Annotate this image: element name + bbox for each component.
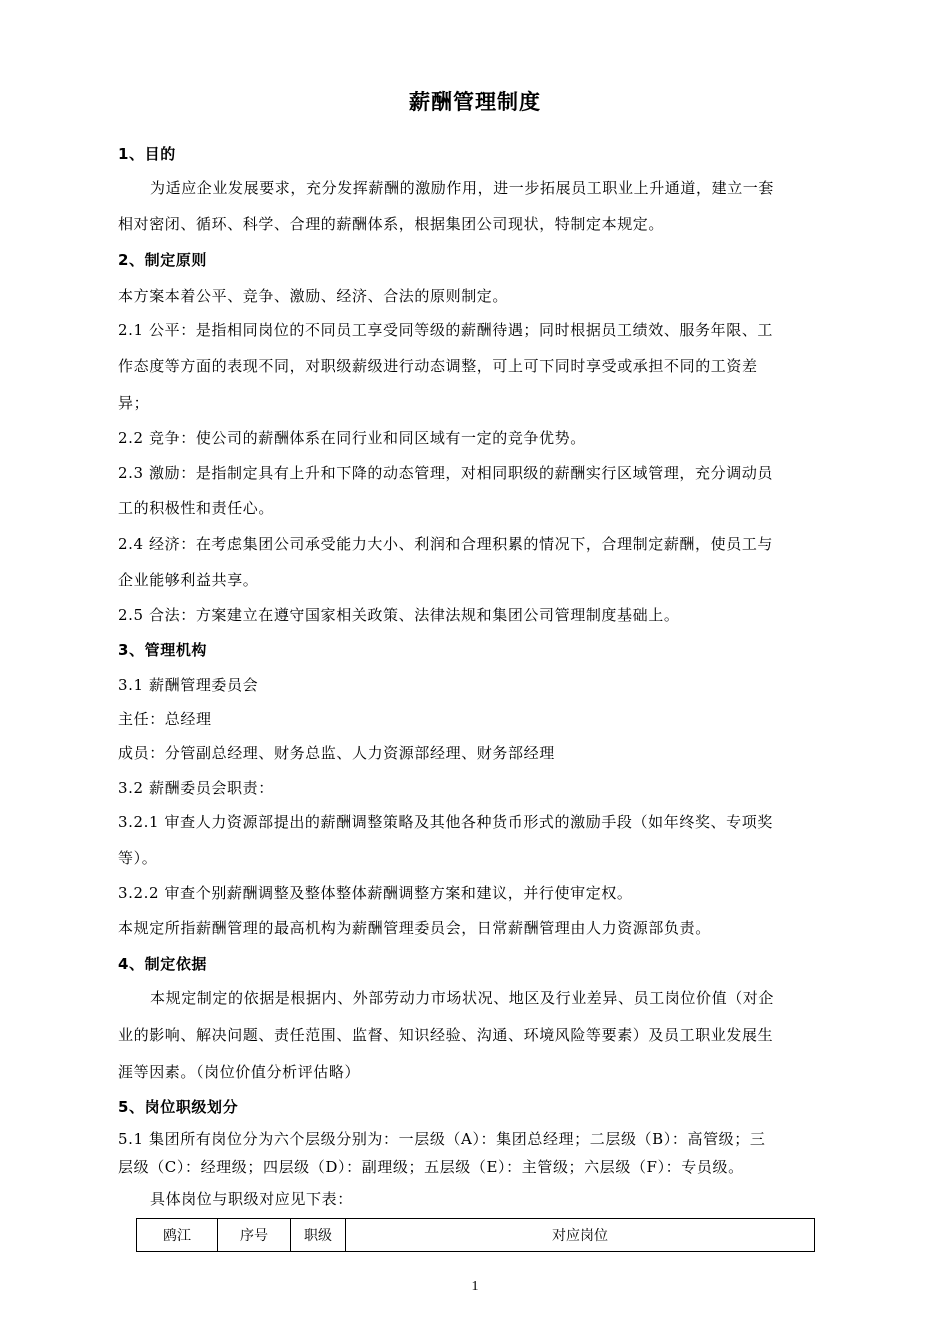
- paragraph-line: 层级（C）：经理级；四层级（D）：副理级；五层级（E）：主管级；六层级（F）：专员级。: [118, 1158, 744, 1176]
- paragraph-line: 业的影响、解决问题、责任范围、监督、知识经验、沟通、环境风险等要素）及员工职业发展生: [118, 1026, 774, 1044]
- paragraph-line: 2.1 公平：是指相同岗位的不同员工享受同等级的薪酬待遇；同时根据员工绩效、服务年限、工: [118, 321, 774, 339]
- paragraph-line: 本规定所指薪酬管理的最高机构为薪酬管理委员会，日常薪酬管理由人力资源部负责。: [118, 919, 711, 937]
- paragraph-line: 3.2.2 审查个别薪酬调整及整体整体薪酬调整方案和建议，并行使审定权。: [118, 884, 633, 902]
- paragraph-line: 为适应企业发展要求，充分发挥薪酬的激励作用，进一步拓展员工职业上升通道，建立一套: [150, 179, 775, 197]
- paragraph-line: 工的积极性和责任心。: [118, 499, 275, 517]
- paragraph-line: 本规定制定的依据是根据内、外部劳动力市场状况、地区及行业差异、员工岗位价值（对企: [150, 989, 775, 1007]
- table-header-cell: 序号: [218, 1219, 291, 1251]
- paragraph-line: 3.1 薪酬管理委员会: [118, 676, 259, 694]
- paragraph-line: 作态度等方面的表现不同，对职级薪级进行动态调整，可上可下同时享受或承担不同的工资差: [118, 357, 758, 375]
- paragraph-line: 具体岗位与职级对应见下表：: [150, 1190, 353, 1208]
- section-heading: 2、制定原则: [118, 251, 208, 269]
- paragraph-line: 涯等因素。（岗位价值分析评估略）: [118, 1063, 361, 1081]
- paragraph-line: 5.1 集团所有岗位分为六个层级分别为：一层级（A）：集团总经理；二层级（B）：高管级；三: [118, 1130, 766, 1148]
- section-heading: 3、管理机构: [118, 641, 208, 659]
- paragraph-line: 相对密闭、循环、科学、合理的薪酬体系，根据集团公司现状，特制定本规定。: [118, 215, 665, 233]
- paragraph-line: 异；: [118, 394, 150, 412]
- section-heading: 5、岗位职级划分: [118, 1098, 239, 1116]
- table-header-cell: 鸥江: [137, 1219, 218, 1251]
- table-header-cell: 对应岗位: [552, 1228, 608, 1244]
- paragraph-line: 等）。: [118, 849, 158, 867]
- page-title: 薪酬管理制度: [409, 90, 541, 114]
- section-heading: 4、制定依据: [118, 955, 208, 973]
- paragraph-line: 3.2.1 审查人力资源部提出的薪酬调整策略及其他各种货币形式的激励手段（如年终奖、专项奖: [118, 813, 773, 831]
- paragraph-line: 企业能够利益共享。: [118, 571, 259, 589]
- paragraph-line: 2.4 经济：在考虑集团公司承受能力大小、利润和合理积累的情况下，合理制定薪酬，使员工与: [118, 535, 774, 553]
- paragraph-line: 本方案本着公平、竞争、激励、经济、合法的原则制定。: [118, 287, 509, 305]
- section-heading: 1、目的: [118, 145, 176, 163]
- page-number: 1: [471, 1279, 479, 1294]
- position-grade-table: [136, 1218, 815, 1252]
- paragraph-line: 2.2 竞争：使公司的薪酬体系在同行业和同区域有一定的竞争优势。: [118, 429, 586, 447]
- paragraph-line: 2.5 合法：方案建立在遵守国家相关政策、法律法规和集团公司管理制度基础上。: [118, 606, 680, 624]
- paragraph-line: 2.3 激励：是指制定具有上升和下降的动态管理，对相同职级的薪酬实行区域管理，充分调动员: [118, 464, 774, 482]
- paragraph-line: 3.2 薪酬委员会职责：: [118, 779, 274, 797]
- paragraph-line: 主任：总经理: [118, 710, 212, 728]
- paragraph-line: 成员：分管副总经理、财务总监、人力资源部经理、财务部经理: [118, 744, 555, 762]
- table-header-cell: 职级: [291, 1219, 346, 1251]
